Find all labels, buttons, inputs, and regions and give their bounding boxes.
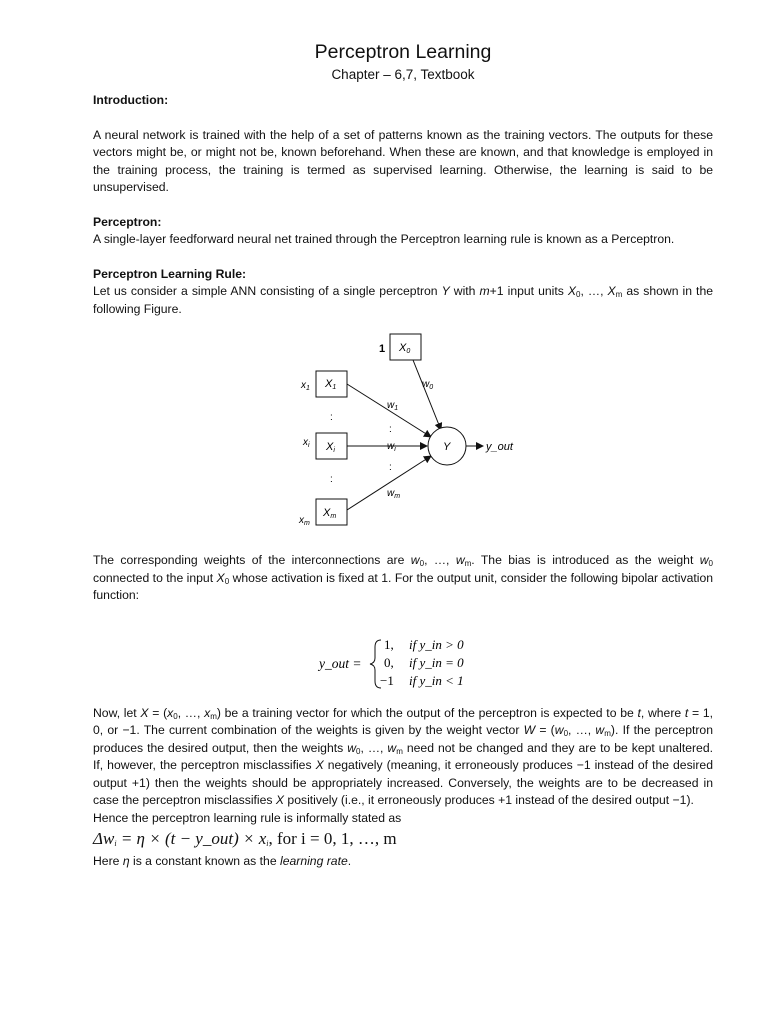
case-1-value: 1, xyxy=(384,636,394,652)
page-title: Perceptron Learning xyxy=(314,41,492,63)
weights-paragraph: The corresponding weights of the interconnections are $w_0$, …, $w_m$. The bias is introduced as the weight $w_0$ connected to the input $X_0$ whose activation is fixed at 1. For the output unit, consider the following bipolar activation function: xyxy=(93,553,713,602)
svg-text::: : xyxy=(389,462,392,473)
case-3-cond: if y_in < 1 xyxy=(409,672,464,688)
output-label: y_out xyxy=(486,441,513,453)
input-unit-xm xyxy=(298,499,347,527)
svg-text:X0: X0 xyxy=(399,342,411,355)
svg-text:X1: X1 xyxy=(325,378,337,391)
input-unit-x1 xyxy=(300,371,347,397)
perceptron-paragraph: A single-layer feedforward neural net trained through the Perceptron learning rule is known as a Perceptron. xyxy=(93,232,675,246)
perceptron-figure xyxy=(93,320,713,552)
svg-text:Xm: Xm xyxy=(323,507,337,520)
svg-text:Xi: Xi xyxy=(326,441,335,454)
page-subtitle: Chapter – 6,7, Textbook xyxy=(331,67,475,82)
case-2-cond: if y_in = 0 xyxy=(409,654,464,670)
svg-text:xm: $x_m$ xyxy=(299,515,310,527)
svg-text:x1: $x_1$ xyxy=(301,380,310,392)
perceptron-heading: Perceptron: xyxy=(93,214,162,229)
case-2-value: 0, xyxy=(384,654,394,670)
hence-line: Hence the perceptron learning rule is informally stated as xyxy=(93,810,402,825)
activation-lhs: y_out = xyxy=(319,655,362,671)
intro-heading: Introduction: xyxy=(93,93,169,107)
case-3-value: −1 xyxy=(380,672,394,688)
weight-w0: $w_0$ xyxy=(422,379,434,391)
rule-heading: Perceptron Learning Rule: xyxy=(93,266,247,281)
weight-wm: $w_m$ xyxy=(387,488,401,500)
activation-function xyxy=(93,605,713,705)
intro-paragraph: A neural network is trained with the help of a set of patterns known as the training vectors. The outputs for these vectors might be, or might not be, known beforehand. When these are known, and that knowledge is employed in the training process, the training is termed as supervised learning. Otherwise, the learning is said to be unsupervised. xyxy=(93,127,713,194)
svg-text:xi: $x_i$ xyxy=(303,437,310,449)
edge-w0 xyxy=(413,360,441,430)
input-unit-xi xyxy=(302,433,347,459)
case-1-cond: if y_in > 0 xyxy=(409,636,464,652)
learning-rule-equation: $\Delta w_i = \eta \times (t$ − y_out) × $x_i$, for i = 0, 1, …, m xyxy=(93,829,397,848)
neuron-label: Y xyxy=(443,441,451,453)
document-page xyxy=(93,40,713,871)
dots-1: : xyxy=(330,412,333,423)
weight-wi: $w_i$ xyxy=(387,441,396,453)
closing-line: Here η is a constant known as the learning rate. xyxy=(93,854,352,868)
svg-text::: : xyxy=(389,424,392,435)
weight-w1: $w_1$ xyxy=(387,400,399,412)
bias-unit xyxy=(379,334,421,360)
training-paragraph: Now, let $X = (x_0$, …, $x_m$) be a training vector for which the output of the perceptron is expected to be t, where t = 1, 0, or −1. The current combination of the weights is given by the weight vector $W = (w_0$, …, $w_m$). If the perceptron produces the desired output, then the weights $w_0$, …, $w_m$ need not be changed and they are to be kept unaltered. If, however, the perceptron misclassifies X negatively (meaning, it erroneously produces −1 instead of the desired output +1) then the weights should be appropriately increased. Conversely, the weights are to be decreased in case the perceptron misclassifies X positively (i.e., it erroneously produces +1 instead of the desired output −1). xyxy=(93,705,714,807)
dots-2: : xyxy=(330,474,333,485)
bias-label: 1 xyxy=(379,343,386,355)
rule-intro-paragraph: Let us consider a simple ANN consisting of a single perceptron Y with m+1 input units $X_0$, …, $X_m$ as shown in the following Figure. xyxy=(93,284,713,316)
